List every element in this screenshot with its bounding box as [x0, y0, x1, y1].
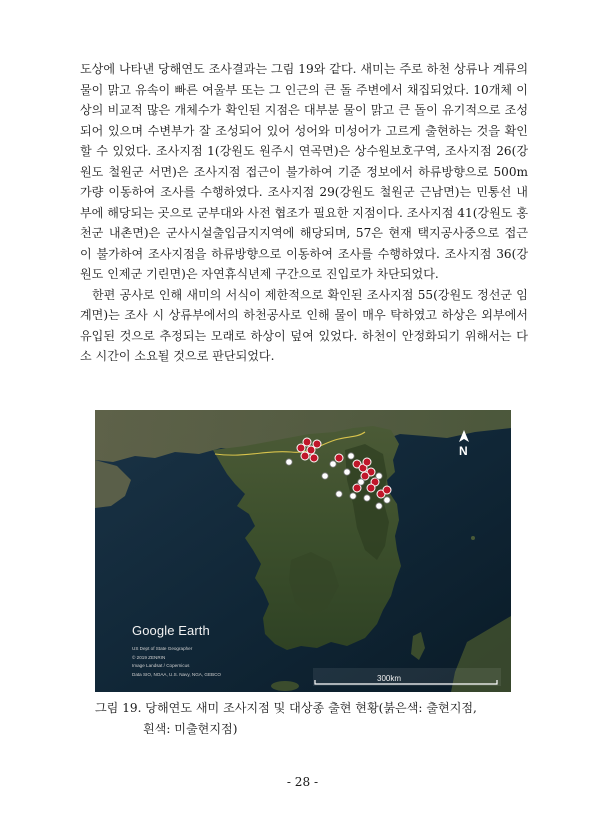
present-site-marker	[363, 458, 371, 466]
present-site-marker	[307, 446, 315, 454]
survey-map	[95, 410, 511, 692]
map-credits	[132, 645, 221, 679]
paragraph-survey-results: 도상에 나타낸 당해연도 조사결과는 그림 19와 같다. 새미는 주로 하천 상류나 계류의 물이 맑고 유속이 빠른 여울부 또는 그 인근의 큰 돌 주변에서 채집되었다. 10개체 이상의 비교적 많은 개체수가 확인된 지점은 대부분 물이 맑고 큰 돌이 유기적으로 조성되어 있으며 수변부가 잘 조성되어 있어 성어와 미성어가 고르게 출현하는 것을 확인할 수 있었다. 조사지점 1(강원도 원주시 연곡면)은 상수원보호구역, 조사지점 26(강원도 철원군 서면)은 조사지점 접근이 불가하여 기준 정보에서 하류방향으로 500m 가량 이동하여 조사를 수행하였다. 조사지점 29(강원도 철원군 근남면)는 민통선 내부에 해당되는 곳으로 군부대와 사전 협조가 필요한 지점이다. 조사지점 41(강원도 홍천군 내촌면)은 군사시설출입금지지역에 해당되며, 57은 현재 택지공사중으로 접근이 불가하여 조사지점을 하류방향으로 이동하여 조사를 수행하였다. 조사지점 36(강원도 인제군 기린면)은 자연휴식년제 구간으로 진입로가 차단되었다.	[80, 62, 528, 281]
absent-site-marker	[322, 473, 328, 479]
body-text	[80, 59, 528, 367]
present-site-marker	[301, 452, 309, 460]
present-site-marker	[383, 486, 391, 494]
absent-site-marker	[376, 473, 382, 479]
credit-line: Image Landsat / Copernicus	[132, 663, 190, 669]
present-site-marker	[310, 454, 318, 462]
scale-label: 300km	[377, 674, 402, 683]
page-number: - 28 -	[286, 775, 319, 789]
present-site-marker	[367, 484, 375, 492]
absent-site-marker	[336, 491, 342, 497]
absent-site-marker	[286, 459, 292, 465]
caption-line-1: 그림 19. 당해연도 새미 조사지점 및 대상종 출현 현황(붉은색: 출현지점,	[95, 701, 477, 715]
present-site-marker	[335, 454, 343, 462]
scale-box	[313, 668, 501, 686]
caption-line-2: 흰색: 미출현지점)	[143, 721, 238, 736]
absent-site-marker	[350, 493, 356, 499]
absent-site-marker	[384, 497, 390, 503]
paragraph-construction-impact: 한편 공사로 인해 새미의 서식이 제한적으로 확인된 조사지점 55(강원도 정선군 임계면)는 조사 시 상류부에서의 하천공사로 인해 물이 매우 탁하였고 하상은 외부에서 유입된 것으로 추정되는 모래로 하상이 덮여 있었다. 하천이 안정화되기 위해서는 다소 시간이 소요될 것으로 판단되었다.	[80, 287, 528, 363]
north-label: N	[459, 444, 468, 458]
absent-site-marker	[348, 453, 354, 459]
credit-line: Data SIO, NOAA, U.S. Navy, NGA, GEBCO	[132, 671, 222, 677]
absent-site-marker	[330, 461, 336, 467]
absent-site-marker	[344, 469, 350, 475]
present-site-marker	[313, 440, 321, 448]
present-site-marker	[303, 438, 311, 446]
figure-caption	[95, 698, 515, 739]
present-site-marker	[297, 444, 305, 452]
absent-site-marker	[358, 479, 364, 485]
absent-site-marker	[364, 495, 370, 501]
credit-line: US Dept of State Geographer	[132, 646, 193, 651]
credit-line: © 2019 ZENRIN	[132, 654, 166, 660]
google-earth-logo: Google Earth	[132, 623, 210, 638]
absent-site-marker	[376, 503, 382, 509]
